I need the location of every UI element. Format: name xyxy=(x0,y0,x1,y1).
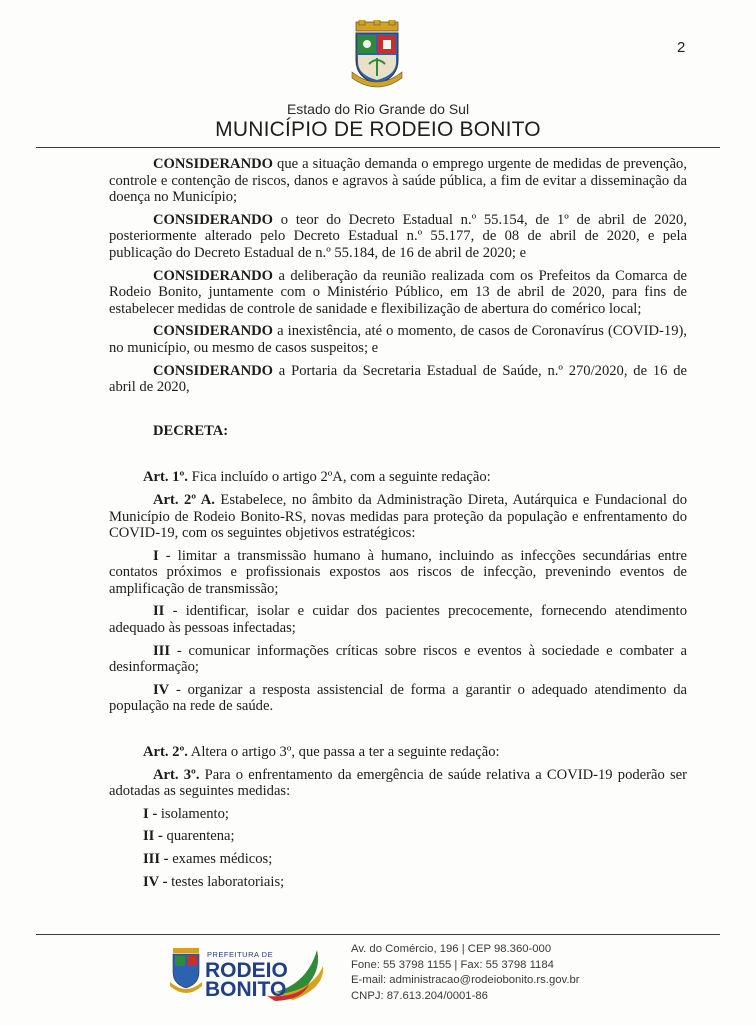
paragraph-lead: CONSIDERANDO xyxy=(153,267,274,284)
logo-bonito-text: BONITO xyxy=(205,978,287,1001)
objective-item xyxy=(109,603,687,636)
item-text: - identificar, isolar e cuidar dos pacientes precocemente, fornecendo atendimento adequado às pessoas infectadas; xyxy=(109,603,687,637)
item-numeral: I xyxy=(153,547,159,564)
item-text: exames médicos; xyxy=(168,851,273,867)
paragraph-text: a Portaria da Secretaria Estadual de Saúde, n.º 270/2020, de 16 de abril de 2020, xyxy=(109,362,687,396)
footer-contact xyxy=(351,942,580,1004)
measure-item xyxy=(109,828,687,845)
item-text: testes laboratoriais; xyxy=(167,873,285,890)
item-text: - comunicar informações críticas sobre riscos e eventos à sociedade e combater a desinformação; xyxy=(109,642,687,676)
article-2a xyxy=(109,492,687,542)
paragraph xyxy=(109,156,687,206)
municipal-coat-of-arms xyxy=(348,20,406,90)
paragraph-lead: CONSIDERANDO xyxy=(153,362,274,379)
prefeitura-logo xyxy=(167,944,327,1002)
item-text: - limitar a transmissão humano à humano, incluindo as infecções secundárias entre contatos próximos e profissionais expostos aos riscos de infecção, prevenindo eventos de amplificação de transmissão; xyxy=(109,547,687,597)
logo-prefeitura-text: PREFEITURA DE xyxy=(207,950,274,959)
paragraph-text: a inexistência, até o momento, de casos de Coronavírus (COVID-19), no município, ou mesmo de casos suspeitos; e xyxy=(109,323,687,356)
measure-item xyxy=(109,874,687,891)
item-numeral: II - xyxy=(143,828,163,845)
paragraph xyxy=(109,363,687,396)
paragraph-lead: CONSIDERANDO xyxy=(153,211,274,228)
paragraph-lead: CONSIDERANDO xyxy=(153,323,274,340)
item-numeral: IV xyxy=(153,681,170,698)
item-numeral: III - xyxy=(143,851,169,867)
objective-item xyxy=(109,643,687,676)
article-text: Altera o artigo 3º, que passa a ter a seguinte redação: xyxy=(187,744,500,761)
footer-divider xyxy=(36,934,720,935)
paragraph-lead: CONSIDERANDO xyxy=(153,156,274,172)
paragraph xyxy=(109,323,687,356)
objective-item xyxy=(109,548,687,598)
page-number: 2 xyxy=(677,39,686,56)
item-numeral: II xyxy=(153,603,165,620)
logo-rodeio-text: RODEIO xyxy=(205,959,288,982)
paragraph-text: que a situação demanda o emprego urgente de medidas de prevenção, controle e contenção de riscos, danos e agravos à saúde pública, a fim de evitar a disseminação da doença no Município; xyxy=(109,156,687,206)
item-text: isolamento; xyxy=(157,805,229,822)
objective-item xyxy=(109,682,687,715)
decree-body xyxy=(109,156,687,896)
article-lead: Art. 2º A. xyxy=(153,491,215,508)
municipality-title: MUNICÍPIO DE RODEIO BONITO xyxy=(215,118,541,141)
header-divider xyxy=(36,147,720,148)
footer-email: E-mail: administracao@rodeiobonito.rs.gov.br xyxy=(351,974,580,986)
measure-item xyxy=(109,806,687,823)
measure-item xyxy=(109,851,687,868)
decreta-heading: DECRETA: xyxy=(153,422,229,439)
footer-crest-icon xyxy=(170,948,202,993)
footer-cnpj: CNPJ: 87.613.204/0001-86 xyxy=(351,989,488,1002)
state-name: Estado do Rio Grande do Sul xyxy=(286,101,470,117)
paragraph-text: o teor do Decreto Estadual n.º 55.154, de 1º de abril de 2020, posteriormente alterado pelo Decreto Estadual n.º 55.177, de 08 de abril de 2020, e pela publicação do Decreto Estadual de n.º 55.184, de 16 de abril de 2020; e xyxy=(109,211,687,261)
item-numeral: I - xyxy=(143,805,158,822)
item-text: - organizar a resposta assistencial de forma a garantir o adequado atendimento da população na rede de saúde. xyxy=(109,681,687,715)
article-lead: Art. 1º. xyxy=(143,469,188,486)
article-lead: Art. 3º. xyxy=(153,766,200,783)
footer-phone: Fone: 55 3798 1155 | Fax: 55 3798 1184 xyxy=(351,958,554,971)
article-lead: Art. 2º. xyxy=(143,744,188,761)
article-text: Fica incluído o artigo 2ºA, com a seguinte redação: xyxy=(187,469,491,486)
paragraph-text: a deliberação da reunião realizada com os Prefeitos da Comarca de Rodeio Bonito, juntamente com o Ministério Público, em 13 de abril de 2020, para fins de estabelecer medidas de controle de sanidade e flexibilização de abertura do comérico local; xyxy=(109,267,687,317)
article-text: Estabelece, no âmbito da Administração Direta, Autárquica e Fundacional do Município de Rodeio Bonito-RS, novas medidas para proteção da população e enfrentamento do COVID-19, com os seguintes objetivos estratégicos: xyxy=(109,491,687,542)
item-text: quarentena; xyxy=(162,828,235,845)
paragraph xyxy=(109,268,687,318)
article-1 xyxy=(109,469,687,486)
article-3 xyxy=(109,767,687,800)
article-text: Para o enfrentamento da emergência de saúde relativa a COVID-19 poderão ser adotadas as seguintes medidas: xyxy=(109,766,687,800)
item-numeral: III xyxy=(153,642,171,659)
footer-address: Av. do Comércio, 196 | CEP 98.360-000 xyxy=(351,943,552,955)
article-2 xyxy=(109,744,687,761)
item-numeral: IV - xyxy=(143,873,168,890)
paragraph xyxy=(109,212,687,262)
